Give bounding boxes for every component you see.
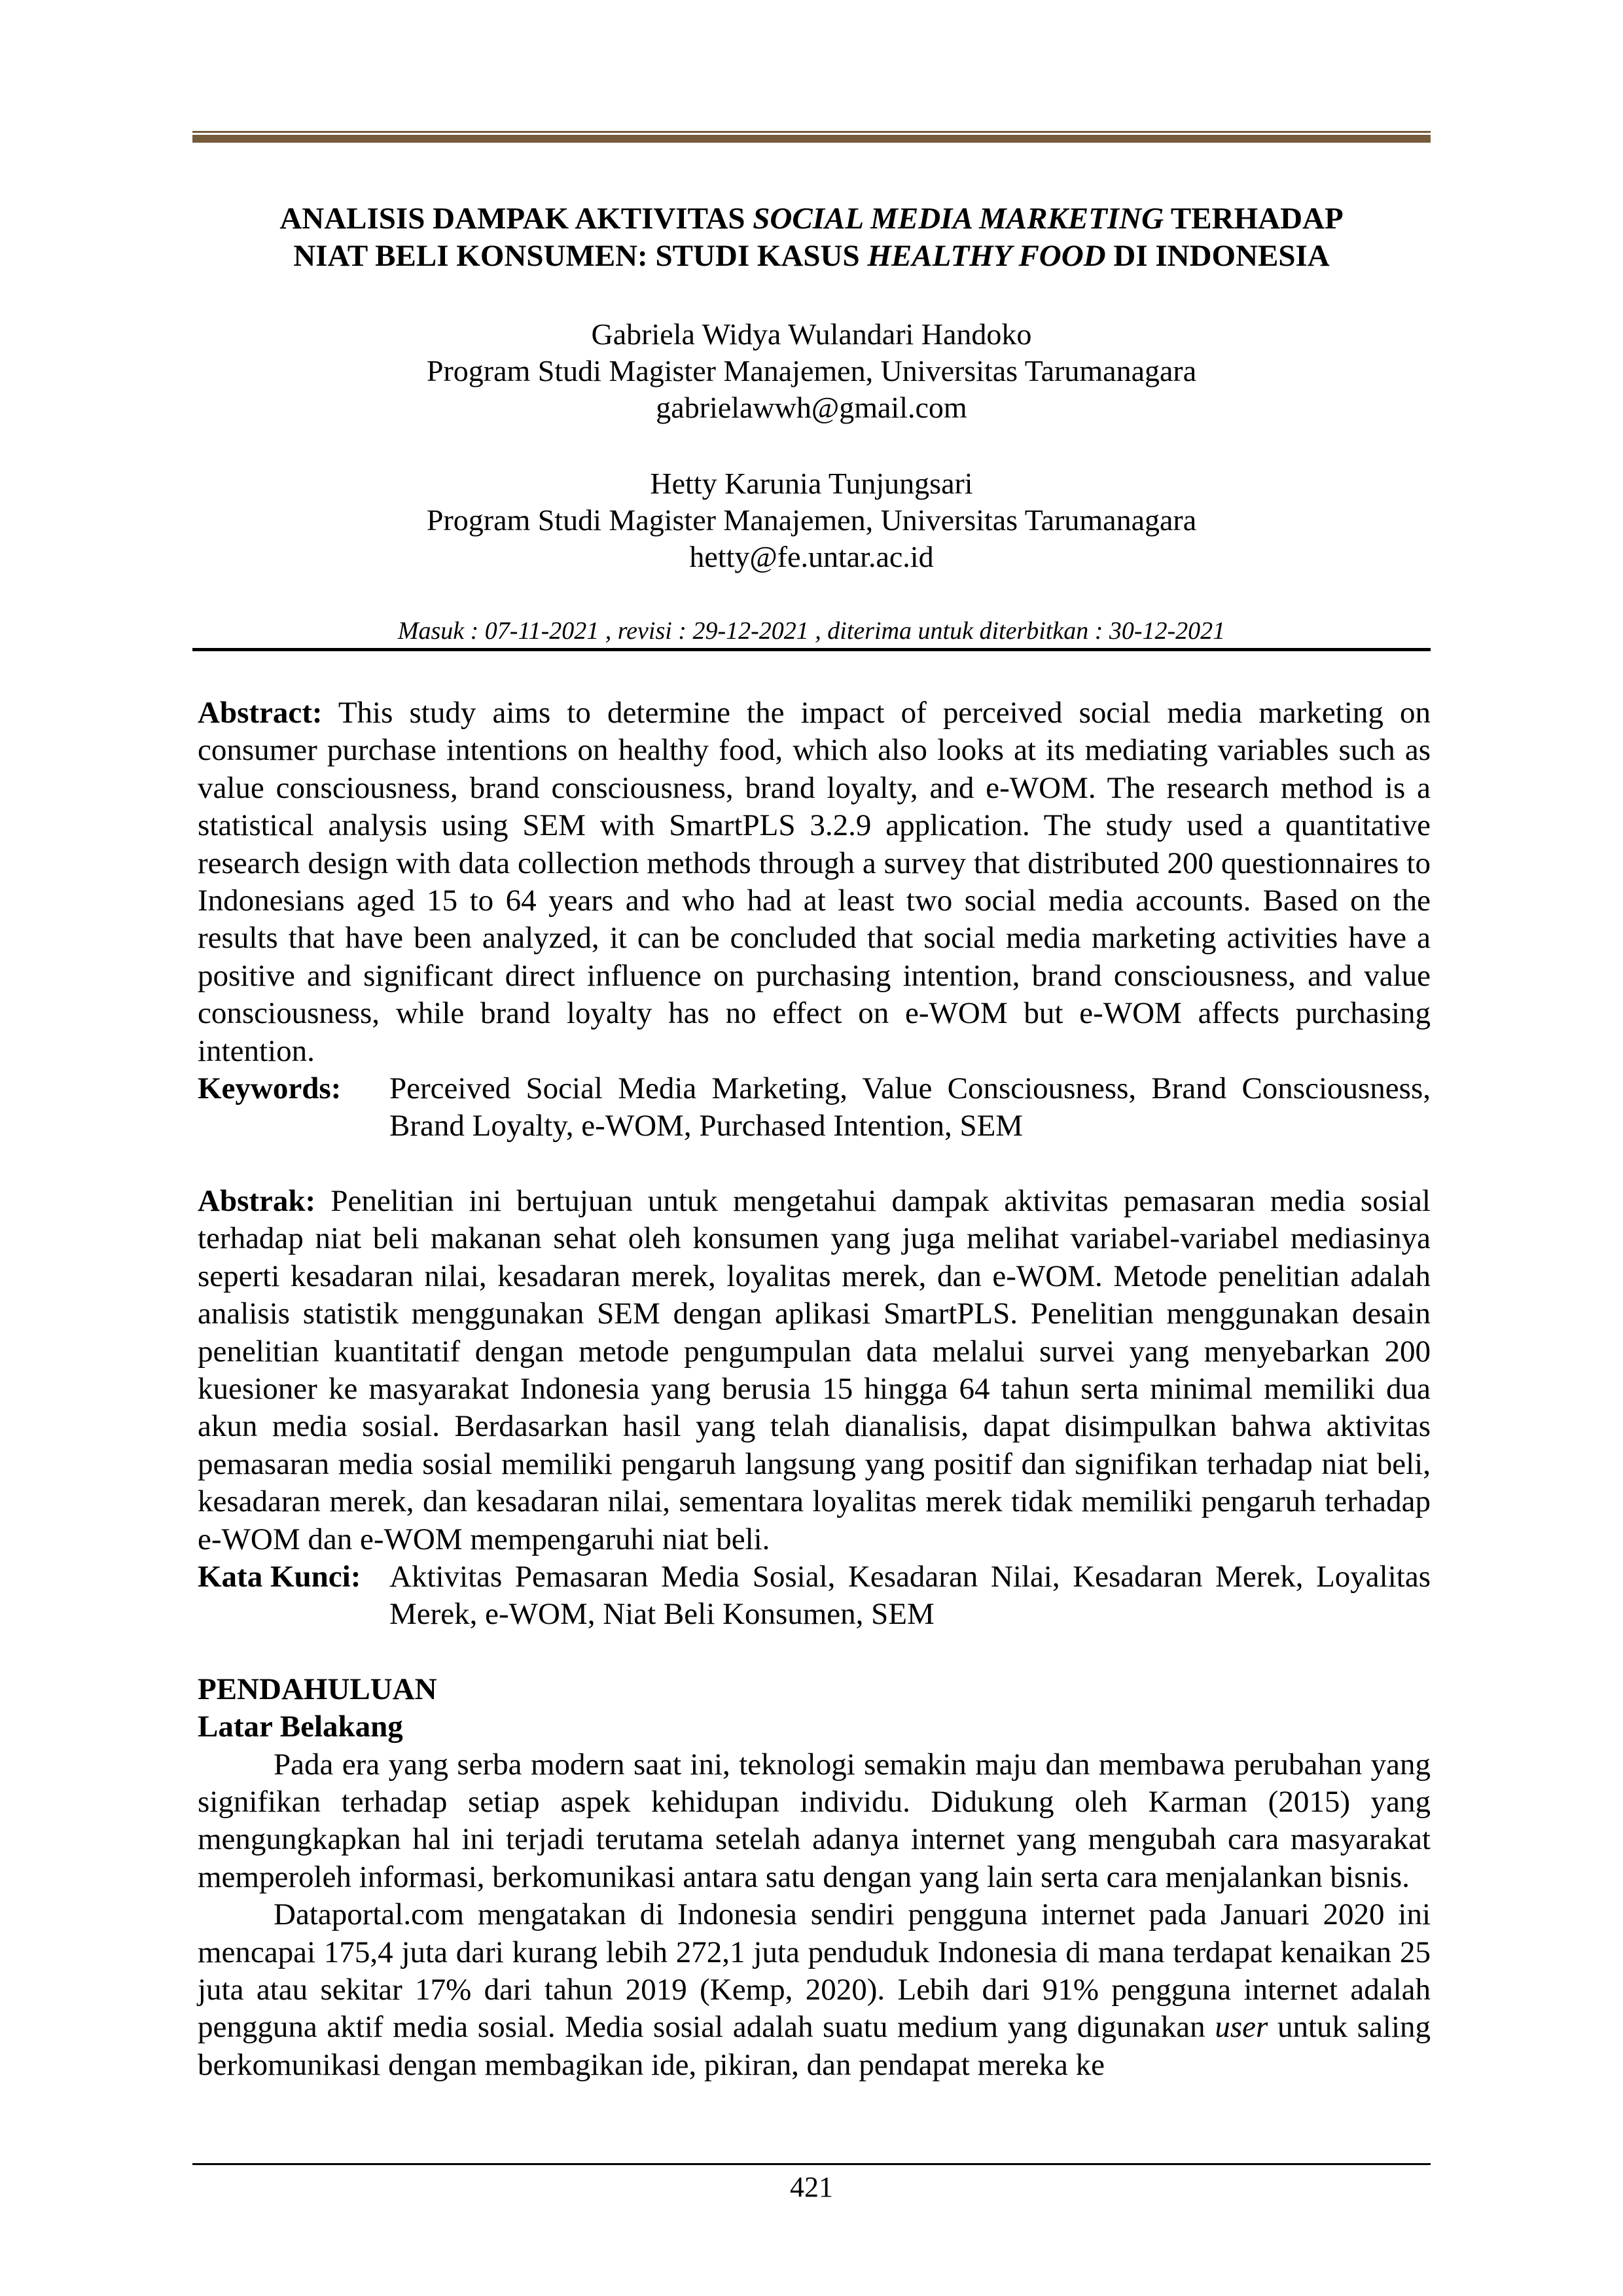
- abstrak-label: Abstrak:: [198, 1183, 316, 1218]
- paper-body: [198, 694, 1431, 2084]
- body-paragraph-1: Pada era yang serba modern saat ini, teknologi semakin maju dan membawa perubahan yang signifikan terhadap setiap aspek kehidupan individu. Didukung oleh Karman (2015) yang mengungkapkan hal ini terjadi terutama setelah adanya internet yang mengubah cara masyarakat memperoleh informasi, berkomunikasi antara satu dengan yang lain serta cara menjalankan bisnis.: [198, 1747, 1431, 1894]
- author-name: Hetty Karunia Tunjungsari: [650, 467, 973, 500]
- author-1: [192, 316, 1431, 426]
- header-rule-thick: [192, 135, 1431, 143]
- keywords-indonesian: [198, 1558, 1431, 1634]
- footer-rule: [192, 2163, 1431, 2165]
- body-paragraph-2: Dataportal.com mengatakan di Indonesia sendiri pengguna internet pada Januari 2020 ini mencapai 175,4 juta dari kurang lebih 272,1 juta penduduk Indonesia di mana terdapat kenaikan 25 juta atau sekitar 17% dari tahun 2019 (Kemp, 2020). Lebih dari 91% pengguna internet adalah pengguna aktif media sosial. Media sosial adalah suatu medium yang digunakan user untuk saling berkomunikasi dengan membagikan ide, pikiran, dan pendapat mereka ke: [198, 1897, 1431, 2082]
- keywords-english: [198, 1070, 1431, 1145]
- section-heading: PENDAHULUAN: [198, 1672, 437, 1706]
- page-number: 421: [790, 2171, 833, 2203]
- author-email[interactable]: hetty@fe.untar.ac.id: [689, 540, 934, 573]
- abstract-indonesian: Abstrak: Penelitian ini bertujuan untuk mengetahui dampak aktivitas pemasaran media sosial terhadap niat beli makanan sehat oleh konsumen yang juga melihat variabel-variabel mediasinya seperti kesadaran nilai, kesadaran merek, loyalitas merek, dan e-WOM. Metode penelitian adalah analisis statistik menggunakan SEM dengan aplikasi SmartPLS. Penelitian menggunakan desain penelitian kuantitatif dengan metode pengumpulan data melalui survei yang menyebarkan 200 kuesioner ke masyarakat Indonesia yang berusia 15 hingga 64 tahun serta minimal memiliki dua akun media sosial. Berdasarkan hasil yang telah dianalisis, dapat disimpulkan bahwa aktivitas pemasaran media sosial memiliki pengaruh langsung yang positif dan signifikan terhadap niat beli, kesadaran merek, dan kesadaran nilai, sementara loyalitas merek tidak memiliki pengaruh terhadap e-WOM dan e-WOM mempengaruhi niat beli.: [198, 1183, 1431, 1556]
- keywords-label: Keywords:: [198, 1071, 342, 1106]
- kata-kunci-label: Kata Kunci:: [198, 1559, 361, 1594]
- keywords-text: Perceived Social Media Marketing, Value Consciousness, Brand Consciousness, Brand Loyalty, e-WOM, Purchased Intention, SEM: [389, 1071, 1431, 1143]
- spacer: [198, 1145, 1431, 1183]
- author-affiliation: Program Studi Magister Manajemen, Universitas Tarumanagara: [426, 503, 1197, 537]
- header-rule-thin: [192, 131, 1431, 133]
- title-line-1: ANALISIS DAMPAK AKTIVITAS SOCIAL MEDIA MARKETING TERHADAP: [279, 202, 1344, 236]
- author-name: Gabriela Widya Wulandari Handoko: [591, 317, 1032, 351]
- header-separator-rule: [192, 648, 1431, 651]
- spacer: [198, 1634, 1431, 1671]
- author-2: [192, 465, 1431, 575]
- abstract-label: Abstract:: [198, 696, 323, 730]
- author-email[interactable]: gabrielawwh@gmail.com: [656, 391, 967, 424]
- author-affiliation: Program Studi Magister Manajemen, Universitas Tarumanagara: [426, 354, 1197, 387]
- title-line-2: NIAT BELI KONSUMEN: STUDI KASUS HEALTHY FOOD DI INDONESIA: [293, 239, 1330, 273]
- paper-title: [192, 200, 1431, 275]
- subsection-heading: Latar Belakang: [198, 1710, 403, 1744]
- submission-dates: Masuk : 07-11-2021 , revisi : 29-12-2021 , diterima untuk diterbitkan : 30-12-2021: [397, 617, 1226, 645]
- authors-block: [192, 316, 1431, 575]
- kata-kunci-text: Aktivitas Pemasaran Media Sosial, Kesadaran Nilai, Kesadaran Merek, Loyalitas Merek, e-WOM, Niat Beli Konsumen, SEM: [389, 1559, 1431, 1632]
- abstract-english: Abstract: This study aims to determine the impact of perceived social media marketing on consumer purchase intentions on healthy food, which also looks at its mediating variables such as value consciousness, brand consciousness, brand loyalty, and e-WOM. The research method is a statistical analysis using SEM with SmartPLS 3.2.9 application. The study used a quantitative research design with data collection methods through a survey that distributed 200 questionnaires to Indonesians aged 15 to 64 years and who had at least two social media accounts. Based on the results that have been analyzed, it can be concluded that social media marketing activities have a positive and significant direct influence on purchasing intention, brand consciousness, and value consciousness, while brand loyalty has no effect on e-WOM but e-WOM affects purchasing intention.: [198, 696, 1431, 1068]
